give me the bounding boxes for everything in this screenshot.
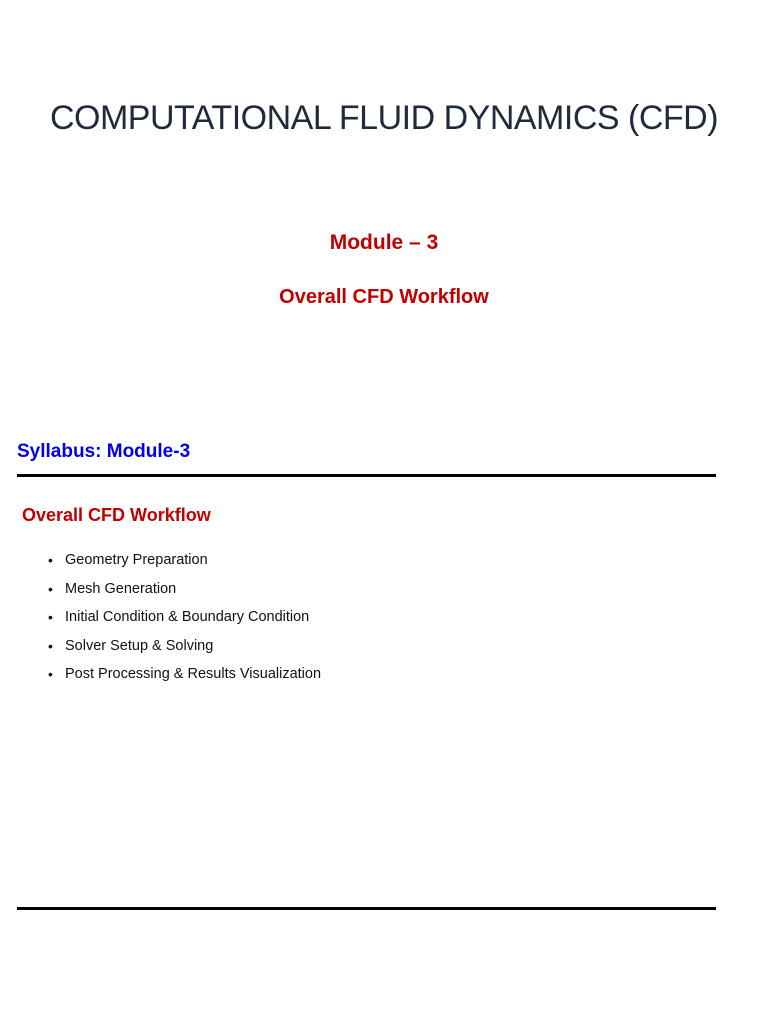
- module-number: Module – 3: [329, 231, 439, 254]
- topic-list: [48, 550, 321, 693]
- list-item-label: Solver Setup & Solving: [65, 637, 214, 654]
- bullet-icon: •: [48, 666, 53, 682]
- bullet-icon: •: [48, 637, 53, 654]
- top-divider: [17, 474, 716, 477]
- syllabus-heading: Syllabus: Module-3: [17, 441, 191, 462]
- bottom-divider: [17, 907, 716, 910]
- list-item: [48, 607, 321, 636]
- main-title: COMPUTATIONAL FLUID DYNAMICS (CFD): [49, 99, 719, 137]
- list-item-label: Mesh Generation: [65, 580, 177, 597]
- list-item: [48, 550, 321, 579]
- bullet-icon: •: [48, 580, 53, 597]
- list-item: [48, 579, 321, 608]
- list-item-label: Initial Condition & Boundary Condition: [65, 609, 310, 625]
- title-slide: [0, 0, 768, 400]
- list-item-label: Post Processing & Results Visualization: [65, 666, 322, 682]
- bullet-icon: •: [48, 552, 53, 568]
- list-item-label: Geometry Preparation: [65, 552, 208, 568]
- module-topic: Overall CFD Workflow: [279, 286, 489, 308]
- list-item: [48, 664, 321, 693]
- section-heading: Overall CFD Workflow: [22, 505, 211, 525]
- list-item: [48, 636, 321, 665]
- bullet-icon: •: [48, 609, 53, 625]
